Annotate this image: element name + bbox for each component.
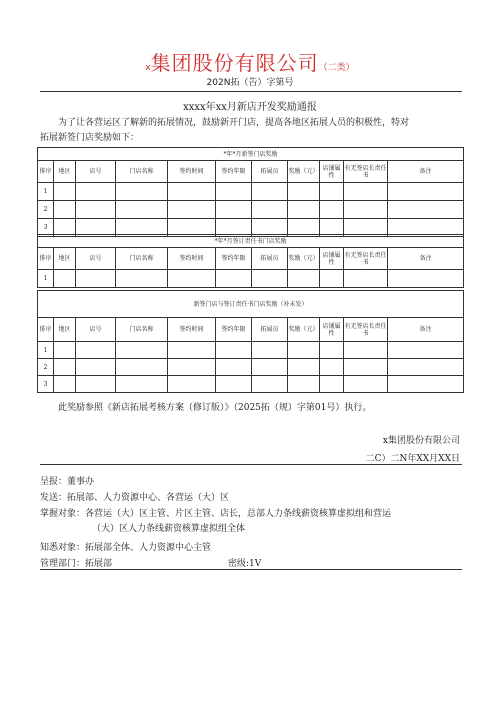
table-cell (388, 201, 464, 219)
row-number: 1 (38, 342, 54, 359)
col-header: 奖励（元） (288, 161, 320, 183)
table-cell (76, 359, 116, 376)
title-prefix: x (145, 63, 151, 73)
table-caption: *年*月新签门店奖励 (38, 148, 464, 161)
col-header: 排序 (38, 248, 54, 270)
table-cell (288, 376, 320, 393)
title-suffix: （二类） (318, 63, 355, 73)
table-row (38, 359, 464, 376)
document-subject: xxxx年xx月新店开发奖励通报 (183, 102, 317, 113)
table-cell (344, 359, 388, 376)
table-cell (54, 201, 76, 219)
col-header: 地区 (54, 248, 76, 270)
table-cell (76, 201, 116, 219)
table-cell (252, 201, 288, 219)
header-divider (40, 91, 462, 92)
col-header: 店铺属性 (320, 161, 344, 183)
col-header: 地区 (54, 161, 76, 183)
col-header: 店号 (76, 248, 116, 270)
table-row (38, 342, 464, 359)
secrecy-level: 密级:1V (228, 559, 262, 569)
distribution-report: 呈报：董事办 (40, 477, 95, 487)
col-header: 奖励（元） (288, 248, 320, 270)
table-cell (388, 376, 464, 393)
table-row (38, 270, 464, 288)
table-cell (54, 270, 76, 288)
table-cell (288, 183, 320, 201)
issue-date: 二C）二N年XX月XX日 (365, 454, 460, 464)
table-cell (116, 201, 168, 219)
col-header: 排序 (38, 318, 54, 342)
table-cell (388, 359, 464, 376)
distribution-holders: 掌握对象：各营运（大）区主管、片区主管、店长，总部人力条线薪资核算虚拟组和营运 (40, 509, 392, 519)
col-header: 备注 (388, 318, 464, 342)
table-cell (76, 342, 116, 359)
table-cell (344, 376, 388, 393)
table-cell (116, 342, 168, 359)
bottom-divider (40, 569, 462, 570)
table-cell (54, 183, 76, 201)
col-header: 有无签店长责任书 (344, 248, 388, 270)
table-cell (116, 183, 168, 201)
col-header: 签约年限 (216, 161, 252, 183)
table-cell (388, 342, 464, 359)
row-number: 2 (38, 359, 54, 376)
col-header: 备注 (388, 248, 464, 270)
col-header: 拓展员 (252, 161, 288, 183)
col-header: 备注 (388, 161, 464, 183)
col-header: 店号 (76, 161, 116, 183)
col-header: 店铺属性 (320, 248, 344, 270)
table-cell (320, 376, 344, 393)
table-cell (76, 270, 116, 288)
table-cell (168, 183, 216, 201)
table-cell (168, 342, 216, 359)
table-cell (288, 270, 320, 288)
table-cell (320, 183, 344, 201)
reference-note: 此奖励参照《新店拓展考核方案（修订版）》（2025拓（规）字第01号）执行。 (58, 403, 372, 413)
table-cell (320, 359, 344, 376)
distribution-holders-cont: （大）区人力条线薪资核算虚拟组全体 (92, 524, 246, 534)
table-cell (288, 201, 320, 219)
col-header: 奖励（元） (288, 318, 320, 342)
table-cell (216, 201, 252, 219)
col-header: 地区 (54, 318, 76, 342)
table-cell (216, 359, 252, 376)
col-header: 店号 (76, 318, 116, 342)
issuing-company: x集团股份有限公司 (382, 436, 460, 446)
table-cell (116, 270, 168, 288)
table-cell (54, 376, 76, 393)
table-cell (216, 342, 252, 359)
col-header: 拓展员 (252, 318, 288, 342)
col-header: 签约年限 (216, 318, 252, 342)
table-cell (216, 183, 252, 201)
table-cell (288, 342, 320, 359)
col-header: 有无签店长责任书 (344, 161, 388, 183)
table-cell (116, 359, 168, 376)
table-cell (344, 342, 388, 359)
table-cell (388, 183, 464, 201)
table-cell (76, 376, 116, 393)
reward-table-responsibility (37, 234, 464, 288)
col-header: 签约年限 (216, 248, 252, 270)
col-header: 排序 (38, 161, 54, 183)
table-cell (252, 376, 288, 393)
row-number: 3 (38, 219, 54, 237)
table-cell (216, 376, 252, 393)
footer-divider (40, 464, 462, 465)
table-cell (344, 201, 388, 219)
table-cell (344, 270, 388, 288)
col-header: 门店名称 (116, 248, 168, 270)
col-header: 拓展员 (252, 248, 288, 270)
table-cell (288, 359, 320, 376)
table-cell (168, 270, 216, 288)
table-cell (216, 270, 252, 288)
col-header: 门店名称 (116, 161, 168, 183)
reward-table-new-stores (37, 147, 464, 237)
table-row (38, 201, 464, 219)
col-header: 有无签店长责任书 (344, 318, 388, 342)
col-header: 签约时间 (168, 161, 216, 183)
table-cell (168, 201, 216, 219)
table-row (38, 183, 464, 201)
table-cell (252, 270, 288, 288)
distribution-send: 发送：拓展部、人力资源中心、各营运（大）区 (40, 493, 230, 503)
table-cell (320, 201, 344, 219)
table-row (38, 376, 464, 393)
table-caption: *年*月签订责任书门店奖励 (38, 235, 464, 248)
table-cell (388, 270, 464, 288)
row-number: 3 (38, 376, 54, 393)
document-title (0, 47, 500, 76)
table-cell (320, 342, 344, 359)
intro-line-1: 为了让各营运区了解新的拓展情况，鼓励新开门店，提高各地区拓展人员的积极性，特对 (58, 118, 410, 128)
col-header: 店铺属性 (320, 318, 344, 342)
reward-table-supplementary (37, 290, 464, 393)
intro-line-2: 拓展新签门店奖励如下： (40, 133, 140, 143)
col-header: 门店名称 (116, 318, 168, 342)
table-cell (252, 183, 288, 201)
table-cell (252, 342, 288, 359)
col-header: 签约时间 (168, 248, 216, 270)
distribution-notify: 知悉对象：拓展部全体、人力资源中心主管 (40, 543, 212, 553)
table-cell (320, 270, 344, 288)
row-number: 2 (38, 201, 54, 219)
row-number: 1 (38, 270, 54, 288)
document-number: 202N拓（告）字第号 (206, 78, 294, 88)
title-main: 集团股份有限公司 (150, 51, 319, 75)
col-header: 签约时间 (168, 318, 216, 342)
managing-department: 管理部门：拓展部 (40, 559, 113, 569)
table-cell (116, 376, 168, 393)
row-number: 1 (38, 183, 54, 201)
table-cell (252, 359, 288, 376)
table-cell (168, 376, 216, 393)
table-cell (344, 183, 388, 201)
table-cell (54, 342, 76, 359)
table-cell (54, 359, 76, 376)
table-caption: 新签门店与签订责任书门店奖励（补未发） (38, 291, 464, 318)
table-cell (76, 183, 116, 201)
table-cell (168, 359, 216, 376)
